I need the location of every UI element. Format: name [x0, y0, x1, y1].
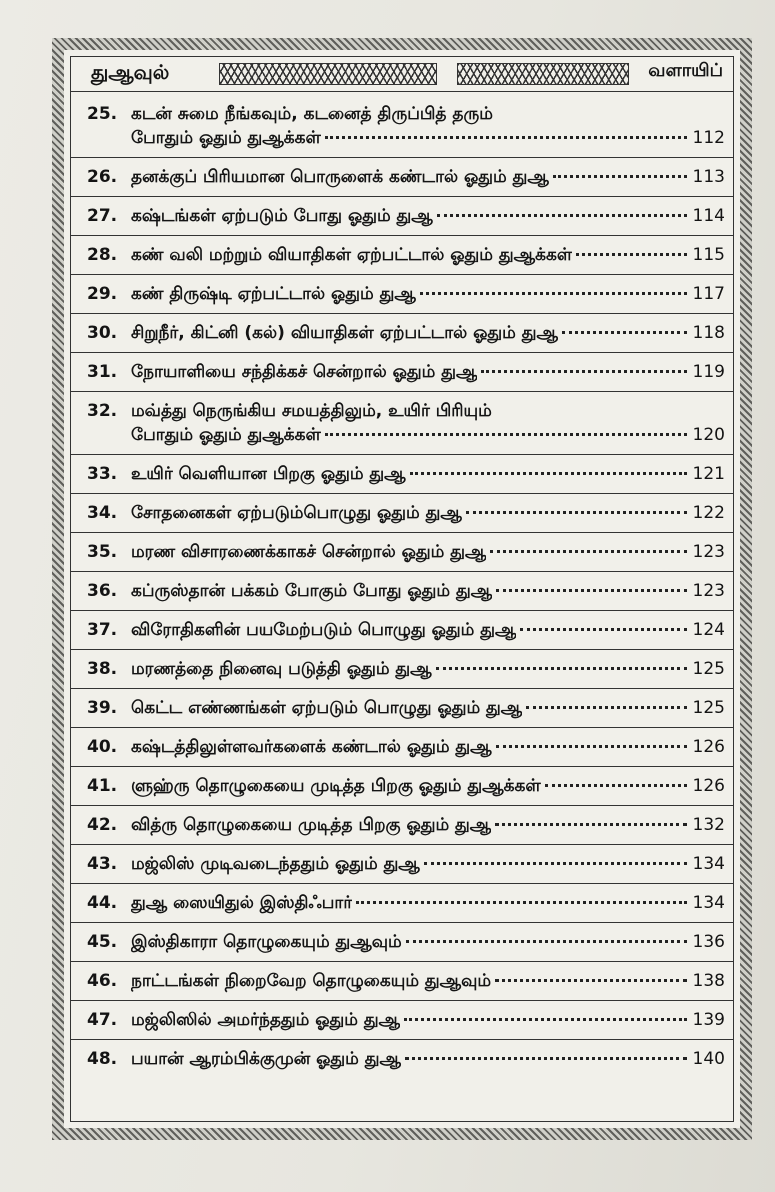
- entry-title: பயான் ஆரம்பிக்குமுன் ஓதும் துஆ: [131, 1049, 401, 1069]
- dot-leader: [545, 784, 687, 787]
- entry-page-number: 139: [692, 1010, 725, 1030]
- entry-title: கண் வலி மற்றும் வியாதிகள் ஏற்பட்டால் ஓதும் துஆக்கள்: [131, 245, 573, 265]
- entry-page-number: 123: [692, 581, 725, 601]
- entry-page-number: 136: [692, 932, 725, 952]
- entry-title: கஷ்டத்திலுள்ளவர்களைக் கண்டால் ஓதும் துஆ: [131, 737, 492, 757]
- entry-title-line2: போதும் ஓதும் துஆக்கள்: [131, 128, 321, 148]
- header-ornament-right: [457, 63, 629, 85]
- ornamental-border: [52, 38, 752, 1140]
- toc-entry: [71, 845, 733, 884]
- header-right-title: வளாயிப்: [648, 60, 723, 81]
- dot-leader: [437, 214, 687, 217]
- toc-entry: [71, 728, 733, 767]
- entry-title: மஜ்லிஸ் முடிவடைந்ததும் ஓதும் துஆ: [131, 854, 420, 874]
- entry-number: 26.: [87, 167, 118, 187]
- entry-number: 46.: [87, 971, 118, 991]
- entry-title-line1: கடன் சுமை நீங்கவும், கடனைத் திருப்பித் தரும்: [131, 104, 493, 124]
- entry-number: 44.: [87, 893, 118, 913]
- entry-page-number: 119: [692, 362, 725, 382]
- entry-page-number: 117: [692, 284, 725, 304]
- entry-number: 27.: [87, 206, 118, 226]
- entry-page-number: 115: [692, 245, 725, 265]
- entry-number: 42.: [87, 815, 118, 835]
- toc-entry: [71, 1040, 733, 1078]
- header-left-title: துஆவுல்: [91, 60, 170, 84]
- toc-entry: [71, 533, 733, 572]
- entry-page-number: 126: [692, 737, 725, 757]
- entry-number: 29.: [87, 284, 118, 304]
- toc-entry: [71, 962, 733, 1001]
- toc-entry: [71, 650, 733, 689]
- dot-leader: [496, 589, 687, 592]
- entry-page-number: 140: [692, 1049, 725, 1069]
- toc-entry: [71, 392, 733, 455]
- entry-number: 25.: [87, 104, 118, 124]
- entry-number: 32.: [87, 401, 118, 421]
- header-ornament-left: [219, 63, 437, 85]
- dot-leader: [495, 979, 687, 982]
- entry-title: நாட்டங்கள் நிறைவேற தொழுகையும் துஆவும்: [131, 971, 492, 991]
- entry-page-number: 118: [692, 323, 725, 343]
- toc-entry: [71, 923, 733, 962]
- dot-leader: [562, 331, 687, 334]
- toc-entry: [71, 767, 733, 806]
- entry-title: துஆ ஸையிதுல் இஸ்திஃபார்: [131, 893, 353, 913]
- dot-leader: [481, 370, 687, 373]
- entry-title: ளுஹ்ரு தொழுகையை முடித்த பிறகு ஓதும் துஆக்கள்: [131, 776, 541, 796]
- entry-title: வித்ரு தொழுகையை முடித்த பிறகு ஓதும் துஆ: [131, 815, 492, 835]
- entry-number: 36.: [87, 581, 118, 601]
- dot-leader: [406, 940, 687, 943]
- dot-leader: [526, 706, 687, 709]
- dot-leader: [496, 745, 687, 748]
- entry-number: 31.: [87, 362, 118, 382]
- entry-number: 34.: [87, 503, 118, 523]
- entry-number: 48.: [87, 1049, 118, 1069]
- entry-title: சிறுநீர், கிட்னி (கல்) வியாதிகள் ஏற்பட்டால் ஓதும் துஆ: [131, 323, 558, 343]
- entry-number: 40.: [87, 737, 118, 757]
- dot-leader: [325, 433, 687, 436]
- entry-page-number: 120: [692, 425, 725, 445]
- entry-number: 45.: [87, 932, 118, 952]
- toc-entry: [71, 611, 733, 650]
- entry-number: 33.: [87, 464, 118, 484]
- dot-leader: [576, 253, 687, 256]
- entry-page-number: 121: [692, 464, 725, 484]
- entry-title: உயிர் வெளியான பிறகு ஓதும் துஆ: [131, 464, 406, 484]
- entry-title: நோயாளியை சந்திக்கச் சென்றால் ஓதும் துஆ: [131, 362, 478, 382]
- page-header: [71, 57, 733, 92]
- entry-number: 38.: [87, 659, 118, 679]
- toc-entry: [71, 275, 733, 314]
- dot-leader: [420, 292, 687, 295]
- toc-entry: [71, 236, 733, 275]
- content-box: [70, 56, 734, 1122]
- dot-leader: [356, 901, 687, 904]
- dot-leader: [325, 136, 687, 139]
- entry-page-number: 113: [692, 167, 725, 187]
- dot-leader: [495, 823, 687, 826]
- table-of-contents: [71, 95, 733, 1078]
- toc-entry: [71, 572, 733, 611]
- entry-title: மஜ்லிஸில் அமர்ந்ததும் ஓதும் துஆ: [131, 1010, 401, 1030]
- dot-leader: [490, 550, 687, 553]
- dot-leader: [553, 175, 687, 178]
- entry-page-number: 134: [692, 893, 725, 913]
- entry-number: 37.: [87, 620, 118, 640]
- dot-leader: [410, 472, 687, 475]
- dot-leader: [404, 1018, 687, 1021]
- entry-number: 41.: [87, 776, 118, 796]
- toc-entry: [71, 314, 733, 353]
- entry-page-number: 125: [692, 698, 725, 718]
- dot-leader: [436, 667, 687, 670]
- dot-leader: [466, 511, 687, 514]
- entry-title: மரண விசாரணைக்காகச் சென்றால் ஓதும் துஆ: [131, 542, 487, 562]
- toc-entry: [71, 689, 733, 728]
- entry-title: தனக்குப் பிரியமான பொருளைக் கண்டால் ஓதும் துஆ: [131, 167, 549, 187]
- dot-leader: [405, 1057, 687, 1060]
- entry-title: சோதனைகள் ஏற்படும்பொழுது ஓதும் துஆ: [131, 503, 462, 523]
- toc-entry: [71, 494, 733, 533]
- toc-entry: [71, 455, 733, 494]
- entry-page-number: 122: [692, 503, 725, 523]
- dot-leader: [424, 862, 687, 865]
- entry-title: கப்ருஸ்தான் பக்கம் போகும் போது ஓதும் துஆ: [131, 581, 493, 601]
- entry-title: கண் திருஷ்டி ஏற்பட்டால் ஓதும் துஆ: [131, 284, 416, 304]
- entry-page-number: 134: [692, 854, 725, 874]
- entry-title: கெட்ட எண்ணங்கள் ஏற்படும் பொழுது ஓதும் துஆ: [131, 698, 523, 718]
- entry-number: 35.: [87, 542, 118, 562]
- toc-entry: [71, 158, 733, 197]
- entry-title: விரோதிகளின் பயமேற்படும் பொழுது ஓதும் துஆ: [131, 620, 517, 640]
- entry-number: 28.: [87, 245, 118, 265]
- entry-page-number: 114: [692, 206, 725, 226]
- entry-number: 47.: [87, 1010, 118, 1030]
- entry-page-number: 124: [692, 620, 725, 640]
- entry-title-line2: போதும் ஓதும் துஆக்கள்: [131, 425, 321, 445]
- entry-page-number: 138: [692, 971, 725, 991]
- toc-entry: [71, 95, 733, 158]
- toc-entry: [71, 806, 733, 845]
- entry-page-number: 126: [692, 776, 725, 796]
- entry-title: மரணத்தை நினைவு படுத்தி ஓதும் துஆ: [131, 659, 432, 679]
- toc-entry: [71, 353, 733, 392]
- dot-leader: [520, 628, 687, 631]
- toc-entry: [71, 197, 733, 236]
- entry-page-number: 132: [692, 815, 725, 835]
- entry-page-number: 123: [692, 542, 725, 562]
- entry-title-line1: மவ்த்து நெருங்கிய சமயத்திலும், உயிர் பிரியும்: [131, 401, 492, 421]
- entry-title: கஷ்டங்கள் ஏற்படும் போது ஓதும் துஆ: [131, 206, 433, 226]
- entry-page-number: 125: [692, 659, 725, 679]
- entry-page-number: 112: [692, 128, 725, 148]
- entry-number: 43.: [87, 854, 118, 874]
- entry-title: இஸ்திகாரா தொழுகையும் துஆவும்: [131, 932, 402, 952]
- entry-number: 30.: [87, 323, 118, 343]
- entry-number: 39.: [87, 698, 118, 718]
- toc-entry: [71, 884, 733, 923]
- toc-entry: [71, 1001, 733, 1040]
